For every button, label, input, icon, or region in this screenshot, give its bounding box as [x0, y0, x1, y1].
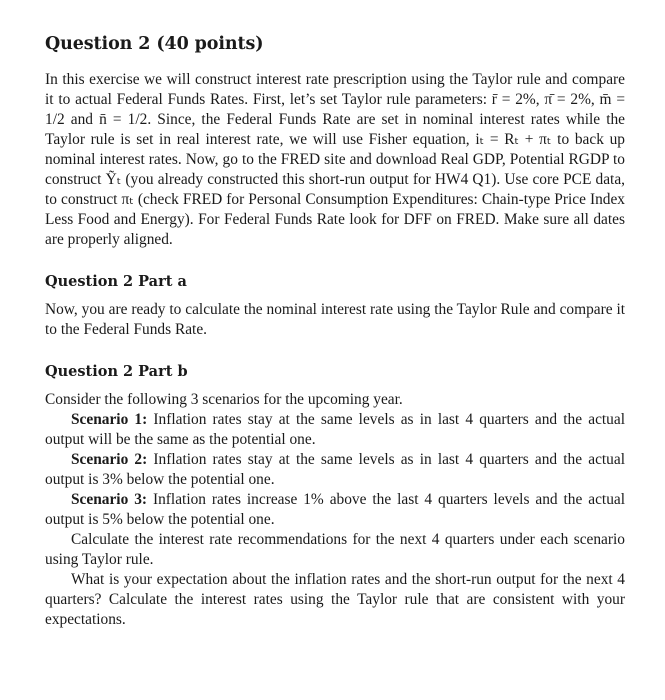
question-title: Question 2 (40 points): [45, 34, 264, 54]
scenario-2-label: Scenario 2:: [71, 451, 148, 468]
part-b-lead: Consider the following 3 scenarios for the upcoming year.: [45, 391, 403, 408]
part-b-calc: Calculate the interest rate recommendations for the next 4 quarters under each scenario using Taylor rule.: [45, 531, 625, 568]
part-a-text: Now, you are ready to calculate the nominal interest rate using the Taylor Rule and compare it to the Federal Funds Rate.: [45, 301, 625, 338]
part-a-title: Question 2 Part a: [45, 273, 187, 290]
scenario-2-text: Inflation rates stay at the same levels as in last 4 quarters and the actual output is 3% below the potential one.: [45, 451, 625, 488]
part-b-title: Question 2 Part b: [45, 363, 188, 380]
scenario-3-label: Scenario 3:: [71, 491, 148, 508]
scenario-3: [45, 490, 625, 530]
part-b-expect: What is your expectation about the inflation rates and the short-run output for the next 4 quarters? Calculate the interest rates using the Taylor rule that are consistent with your expectations.: [45, 571, 625, 628]
scenario-1-label: Scenario 1:: [71, 411, 148, 428]
scenario-2: [45, 450, 625, 490]
scenario-1: [45, 410, 625, 450]
question-intro: In this exercise we will construct interest rate prescription using the Taylor rule and compare it to actual Federal Funds Rates. First, let’s set Taylor rule parameters: r̄ = 2%, π̄ = 2%, m̄ = 1/2 and n̄ = 1/2. Since, the Federal Funds Rate are set in nominal interest rates while the Taylor rule is set in real interest rate, we will use Fisher equation, iₜ = Rₜ + πₜ to back up nominal interest rates. Now, go to the FRED site and download Real GDP, Potential RGDP to construct Ỹₜ (you already constructed this short-run output for HW4 Q1). Use core PCE data, to construct πₜ (check FRED for Personal Consumption Expenditures: Chain-type Price Index Less Food and Energy). For Federal Funds Rate look for DFF on FRED. Make sure all dates are properly aligned.: [45, 71, 625, 248]
scenario-1-text: Inflation rates stay at the same levels as in last 4 quarters and the actual output will be the same as the potential one.: [45, 411, 625, 448]
scenario-3-text: Inflation rates increase 1% above the last 4 quarters levels and the actual output is 5% below the potential one.: [45, 491, 625, 528]
document-page: [45, 34, 625, 630]
